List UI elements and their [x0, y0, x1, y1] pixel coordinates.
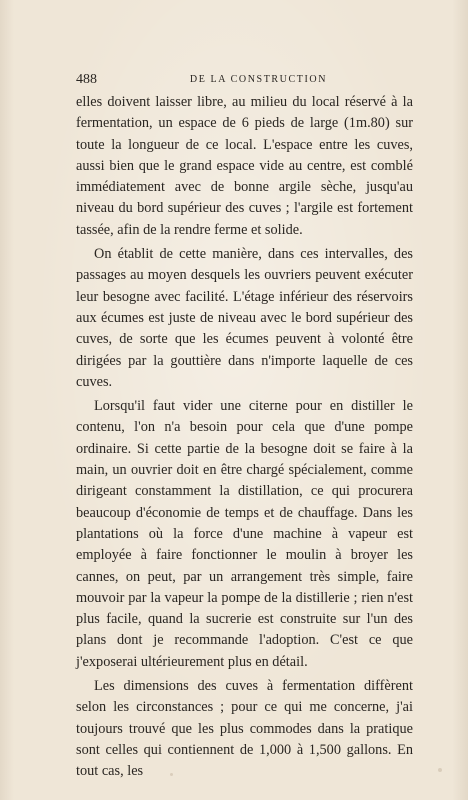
- body-text: [76, 92, 413, 786]
- paragraph: elles doivent laisser libre, au milieu du local réservé à la fermentation, un espace de 6 pieds de large (1m.80) sur toute la longueur de ce local. L'espace entre les cuves, aussi bien que le grand espace vide au centre, est comblé immédiatement avec de bonne argile sèche, jusqu'au niveau du bord supérieur des cuves ; l'argile est fortement tassée, afin de la rendre ferme et solide.: [76, 94, 413, 238]
- running-head: DE LA CONSTRUCTION: [189, 74, 328, 85]
- paragraph: Les dimensions des cuves à fermentation diffèrent selon les circonstances ; pour ce qui me concerne, j'ai toujours trouvé que les plus commodes dans la pratique sont celles qui contiennent de 1,000 à 1,500 gallons. En tout cas, les: [76, 678, 413, 780]
- paragraph: On établit de cette manière, dans ces intervalles, des passages au moyen desquels les ouvriers peuvent exécuter leur besogne avec facilité. L'étage inférieur des réservoirs aux écumes est juste de niveau avec le bord supérieur des cuves, de sorte que les écumes peuvent à volonté être dirigées par la gouttière dans n'importe laquelle de ces cuves.: [76, 246, 413, 390]
- page-number: 488: [76, 72, 97, 87]
- paragraph: Lorsqu'il faut vider une citerne pour en distiller le contenu, l'on n'a besoin pour cela que d'une pompe ordinaire. Si cette partie de la besogne doit se faire à la main, un ouvrier doit en être chargé spécialement, comme dirigeant constamment la distillation, ce qui procurera beaucoup d'économie de temps et de chauffage. Dans les plantations où la force d'une machine à vapeur est employée à faire fonctionner le moulin à broyer les cannes, on peut, par un arrangement très simple, faire mouvoir par la vapeur la pompe de la distillerie ; rien n'est plus facile, quand la sucrerie est construite sur l'un des plans dont je recommande l'adoption. C'est ce que j'exposerai ultérieurement plus en détail.: [76, 398, 413, 670]
- paper-stain: [438, 768, 442, 772]
- page-header: [76, 72, 413, 90]
